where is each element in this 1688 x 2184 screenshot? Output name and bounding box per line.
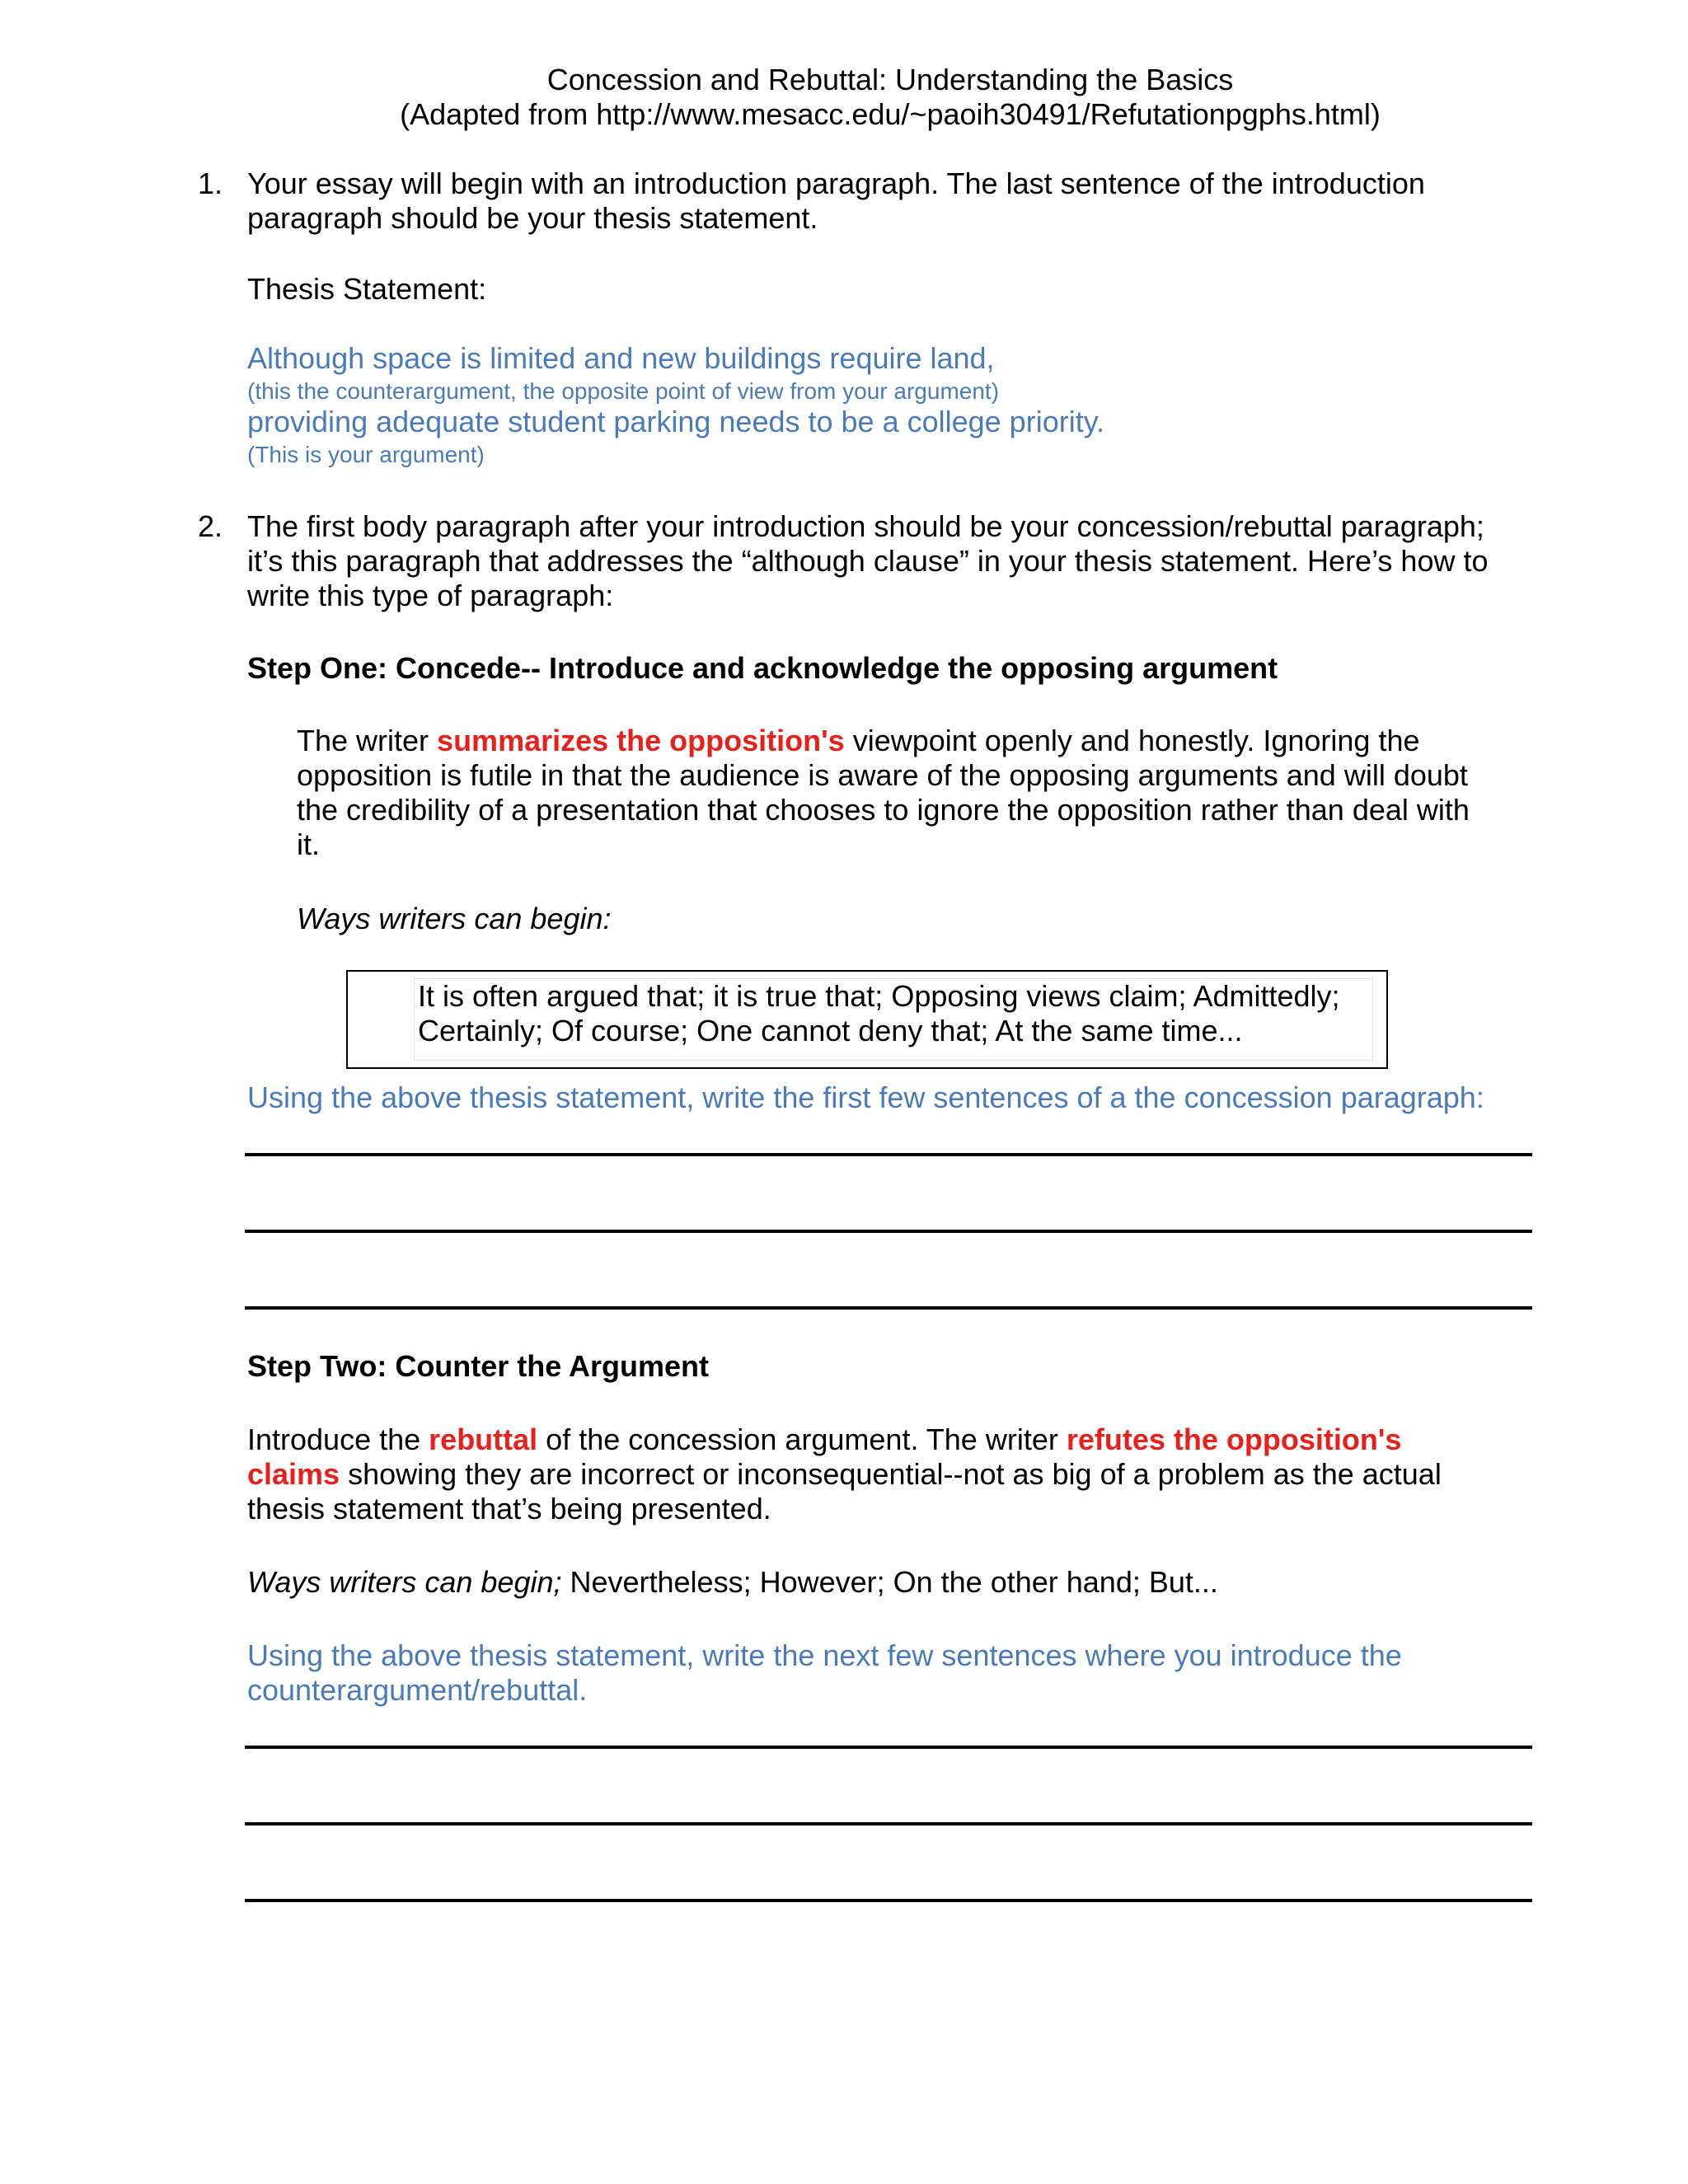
item-2-line-1: The first body paragraph after your introduction should be your concession/rebuttal paragraph; [247,509,1484,543]
rebuttal-answer-line-2[interactable] [245,1822,1532,1825]
concession-answer-line-1[interactable] [245,1153,1532,1156]
concession-answer-line-3[interactable] [245,1306,1532,1310]
item-2-number: 2. [198,509,223,543]
step-two-highlight-rebuttal: rebuttal [429,1422,538,1456]
step-one-paragraph-line-1 [297,724,1420,758]
rebuttal-prompt-line-1: Using the above thesis statement, write the next few sentences where you introduce the [247,1638,1402,1672]
item-1-line-2: paragraph should be your thesis statement. [247,201,818,235]
thesis-counterargument: Although space is limited and new buildings require land, [247,341,995,375]
step-one-para-pre: The writer [297,724,438,757]
source-citation: (Adapted from http://www.mesacc.edu/~paoih30491/Refutationpgphs.html) [400,97,1381,131]
thesis-argument-note: (This is your argument) [247,442,485,467]
step-two-paragraph-line-1 [247,1422,1401,1457]
opening-phrases-line-1: It is often argued that; it is true that; Opposing views claim; Admittedly; [418,979,1340,1013]
rebuttal-prompt-line-2: counterargument/rebuttal. [247,1673,588,1707]
thesis-counterargument-note: (this the counterargument, the opposite point of view from your argument) [247,378,1000,404]
concession-answer-line-2[interactable] [245,1230,1532,1233]
rebuttal-answer-line-3[interactable] [245,1899,1532,1902]
opening-phrases-box [346,970,1388,1069]
step-one-ways-label: Ways writers can begin: [297,902,612,935]
step-two-para-post: showing they are incorrect or inconsequential--not as big of a problem as the actual [340,1457,1442,1491]
opening-phrases-inner [414,978,1373,1061]
step-two-highlight-claims: claims [247,1457,340,1491]
step-one-paragraph-line-2: opposition is futile in that the audience is aware of the opposing arguments and will doubt [297,758,1468,792]
item-2-line-3: write this type of paragraph: [247,579,614,612]
step-one-heading: Step One: Concede-- Introduce and acknowledge the opposing argument [247,651,1278,685]
item-1-number: 1. [198,166,223,200]
concession-prompt: Using the above thesis statement, write the first few sentences of a the concession paragraph: [247,1080,1484,1114]
step-two-ways-label: Ways writers can begin; [247,1565,562,1599]
thesis-argument: providing adequate student parking needs to be a college priority. [247,405,1105,438]
step-two-paragraph-line-2 [247,1457,1442,1492]
step-two-para-mid: of the concession argument. The writer [537,1422,1067,1456]
step-two-paragraph-line-3: thesis statement that’s being presented. [247,1492,771,1526]
step-one-highlight: summarizes the opposition's [437,724,845,757]
thesis-label: Thesis Statement: [247,272,487,306]
step-one-para-post: viewpoint openly and honestly. Ignoring the [844,724,1420,757]
step-two-ways-phrases: Nevertheless; However; On the other hand; But... [561,1565,1218,1599]
item-1-line-1: Your essay will begin with an introduction paragraph. The last sentence of the introduction [247,166,1425,200]
step-two-ways [247,1565,1218,1600]
rebuttal-answer-line-1[interactable] [245,1746,1532,1749]
step-one-paragraph-line-4: it. [297,827,321,861]
step-one-paragraph-line-3: the credibility of a presentation that chooses to ignore the opposition rather than deal with [297,793,1470,827]
step-two-heading: Step Two: Counter the Argument [247,1349,709,1383]
step-two-para-pre: Introduce the [247,1422,429,1456]
opening-phrases-line-2: Certainly; Of course; One cannot deny that; At the same time... [418,1014,1243,1047]
step-two-highlight-refutes: refutes the opposition's [1066,1422,1402,1456]
page-title: Concession and Rebuttal: Understanding the Basics [546,63,1234,96]
item-2-line-2: it’s this paragraph that addresses the “although clause” in your thesis statement. Here’s how to [247,544,1489,578]
